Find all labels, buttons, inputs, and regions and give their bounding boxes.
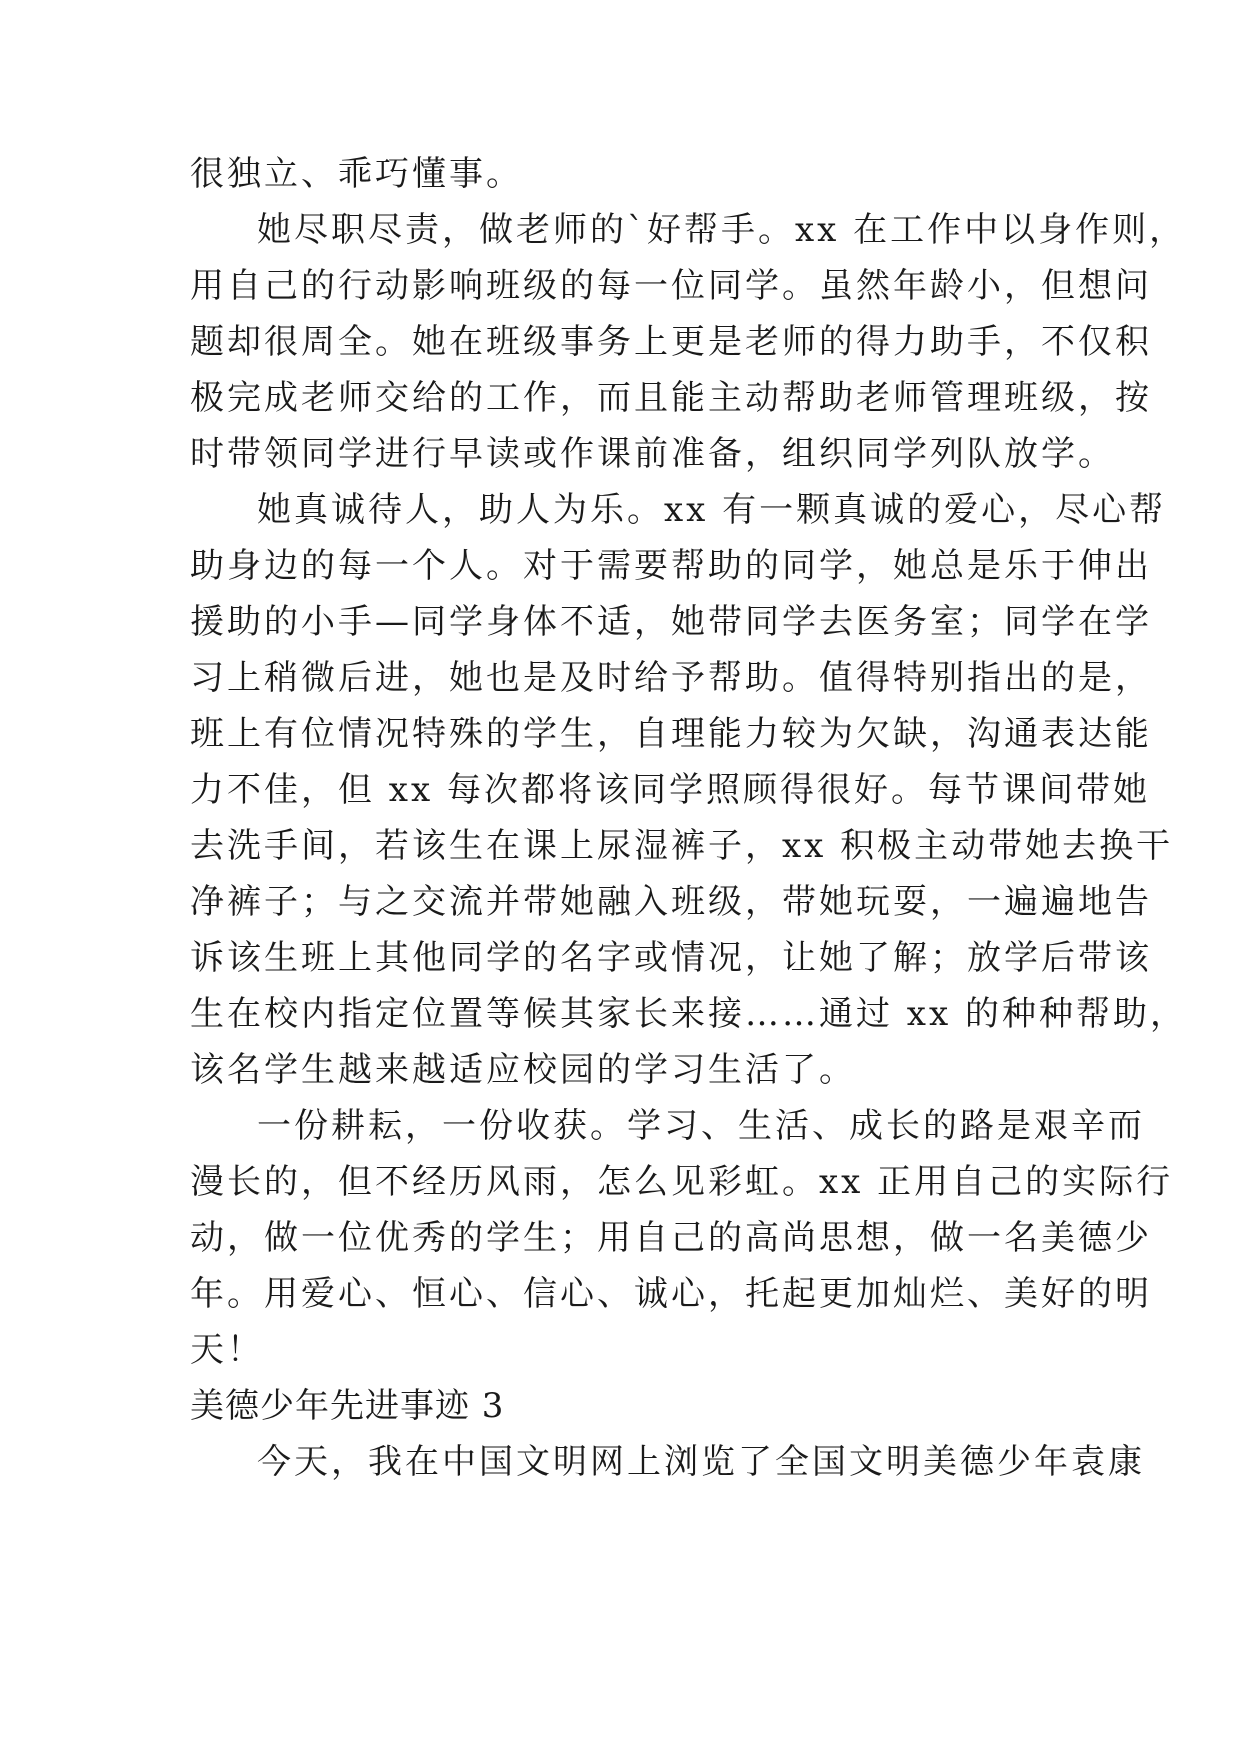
text-line: 该名学生越来越适应校园的学习生活了。 <box>190 1050 856 1090</box>
text-line: 援助的小手—同学身体不适，她带同学去医务室；同学在学 <box>190 602 1152 642</box>
text-line: 助身边的每一个人。对于需要帮助的同学，她总是乐于伸出 <box>190 546 1152 586</box>
text-line: 天！ <box>190 1330 264 1370</box>
paragraph-first-line: 她尽职尽责，做老师的`好帮手。xx 在工作中以身作则， <box>257 210 1187 250</box>
paragraph-first-line: 一份耕耘，一份收获。学习、生活、成长的路是艰辛而 <box>257 1106 1145 1146</box>
text-line: 很独立、乖巧懂事。 <box>190 154 523 194</box>
section-heading: 美德少年先进事迹 3 <box>190 1386 505 1426</box>
paragraph-first-line: 她真诚待人，助人为乐。xx 有一颗真诚的爱心，尽心帮 <box>257 490 1167 530</box>
text-line: 生在校内指定位置等候其家长来接……通过 xx 的种种帮助， <box>190 994 1187 1034</box>
paragraph-first-line: 今天，我在中国文明网上浏览了全国文明美德少年袁康 <box>257 1442 1145 1482</box>
text-line: 题却很周全。她在班级事务上更是老师的得力助手，不仅积 <box>190 322 1152 362</box>
text-line: 漫长的，但不经历风雨，怎么见彩虹。xx 正用自己的实际行 <box>190 1162 1174 1202</box>
text-line: 诉该生班上其他同学的名字或情况，让她了解；放学后带该 <box>190 938 1152 978</box>
text-line: 习上稍微后进，她也是及时给予帮助。值得特别指出的是， <box>190 658 1152 698</box>
text-line: 年。用爱心、恒心、信心、诚心，托起更加灿烂、美好的明 <box>190 1274 1152 1314</box>
text-line: 极完成老师交给的工作，而且能主动帮助老师管理班级，按 <box>190 378 1152 418</box>
text-line: 去洗手间，若该生在课上尿湿裤子，xx 积极主动带她去换干 <box>190 826 1174 866</box>
text-line: 用自己的行动影响班级的每一位同学。虽然年龄小，但想问 <box>190 266 1152 306</box>
text-line: 净裤子；与之交流并带她融入班级，带她玩耍，一遍遍地告 <box>190 882 1152 922</box>
text-line: 力不佳，但 xx 每次都将该同学照顾得很好。每节课间带她 <box>190 770 1150 810</box>
text-line: 动，做一位优秀的学生；用自己的高尚思想，做一名美德少 <box>190 1218 1152 1258</box>
text-line: 时带领同学进行早读或作课前准备，组织同学列队放学。 <box>190 434 1115 474</box>
text-line: 班上有位情况特殊的学生，自理能力较为欠缺，沟通表达能 <box>190 714 1152 754</box>
